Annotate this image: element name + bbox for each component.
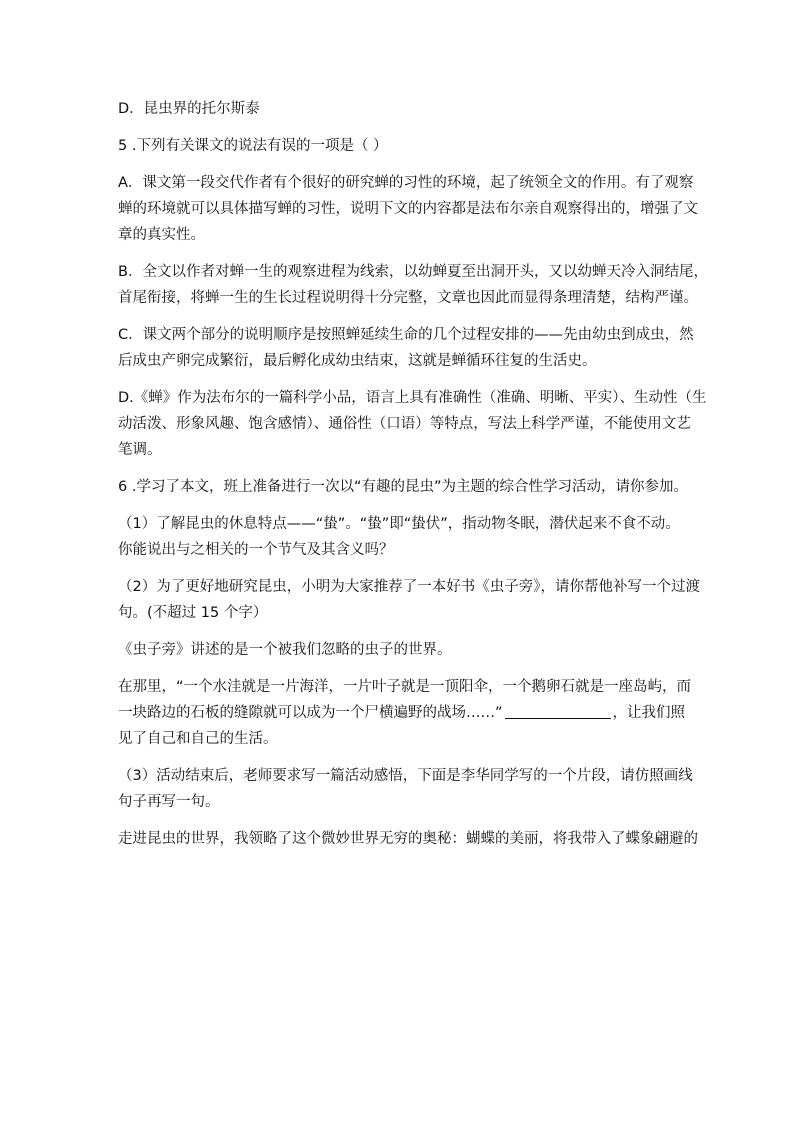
q5-option-a: A．课文第一段交代作者有个很好的研究蝉的习性的环境，起了统领全文的作用。有了观察 蝉的环境就可以具体描写蝉的习性，说明下文的内容都是法布尔亲自观察得出的，增强了文 章的真实性。: [118, 175, 698, 243]
q5-stem: 5 .下列有关课文的说法有误的一项是（ ）: [118, 138, 388, 154]
q6-passage: 在那里，“一个水洼就是一片海洋，一片叶子就是一顶阳伞，一个鹅卵石就是一座岛屿，而 一块路边的石板的缝隙就可以成为一个尸横遍野的战场……” ，让我们照 见了自己和自己的生活。: [118, 679, 692, 747]
q5-option-b: B．全文以作者对蝉一生的观察进程为线索，以幼蝉夏至出洞开头，又以幼蝉天冷入洞结尾， 首尾衔接，将蝉一生的生长过程说明得十分完整，文章也因此而显得条理清楚，结构严谨。: [118, 264, 708, 306]
q5-option-d: D.《蝉》作为法布尔的一篇科学小品，语言上具有准确性（准确、明晰、平实）、生动性（生 动活泼、形象风趣、饱含感情）、通俗性（口语）等特点，写法上科学严谨，不能使用文艺 笔调。: [118, 390, 707, 458]
q6-stem: 6 .学习了本文，班上准备进行一次以“有趣的昆虫”为主题的综合性学习活动，请你参加。: [118, 479, 688, 495]
q6-sub1: （1）了解昆虫的休息特点——“蛰”。“蛰”即“蛰伏”，指动物冬眠，潜伏起来不食不动。 你能说出与之相关的一个节气及其含义吗？: [118, 516, 680, 558]
q6-sub2: （2）为了更好地研究昆虫，小明为大家推荐了一本好书《虫子旁》，请你帮他补写一个过渡 句。(不超过 15 个字）: [118, 579, 700, 621]
answer-blank[interactable]: [505, 702, 611, 719]
q5-option-c: C．课文两个部分的说明顺序是按照蝉延续生命的几个过程安排的——先由幼虫到成虫，然 后成虫产卵完成繁衍，最后孵化成幼虫结束，这就是蝉循环往复的生活史。: [118, 327, 694, 369]
q6-last-line: 走进昆虫的世界，我领略了这个微妙世界无穷的奥秘：蝴蝶的美丽，将我带入了蝶象翩避的: [118, 831, 698, 847]
passage-line-with-blank: 一块路边的石板的缝隙就可以成为一个尸横遍野的战场……” ，让我们照: [118, 700, 680, 726]
q6-sub3: （3）活动结束后，老师要求写一篇活动感悟，下面是李华同学写的一个片段，请仿照画线 句子再写一句。: [118, 768, 693, 810]
q6-book-line: 《虫子旁》讲述的是一个被我们忽略的虫子的世界。: [118, 642, 452, 658]
document-page: [118, 96, 708, 863]
q4-option-d: D．昆虫界的托尔斯泰: [118, 101, 260, 117]
